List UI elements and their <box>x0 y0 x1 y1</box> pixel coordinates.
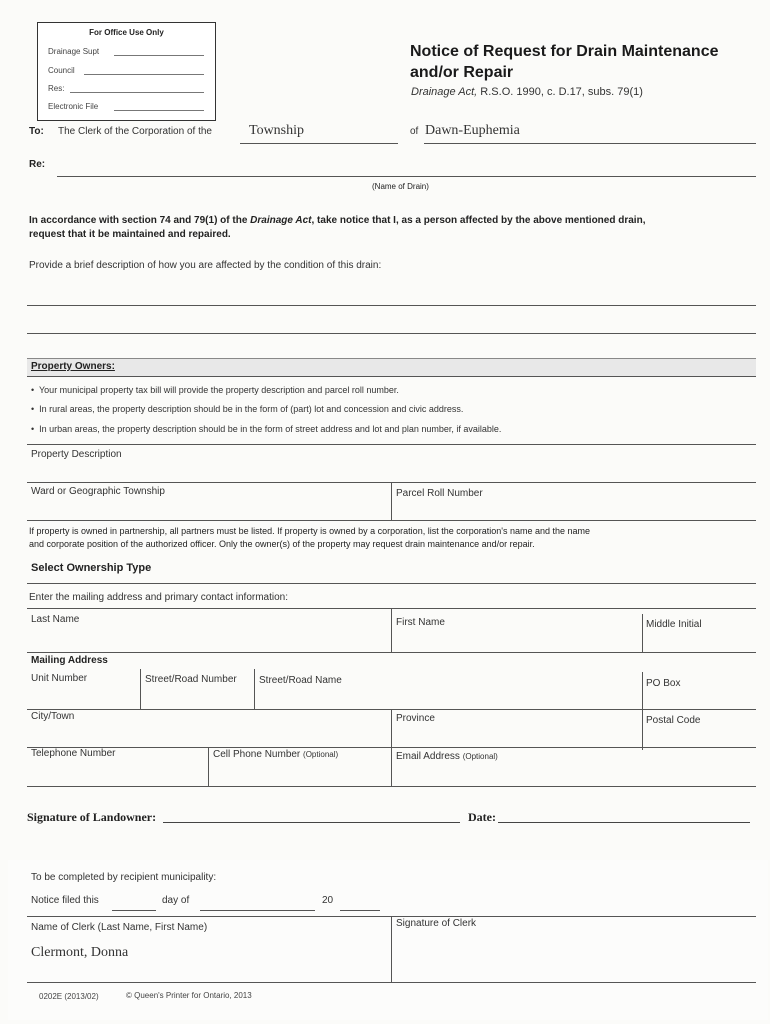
clerk-name-label: Name of Clerk (Last Name, First Name) <box>31 922 208 933</box>
copyright: © Queen's Printer for Ontario, 2013 <box>126 991 252 1000</box>
mailing-address-heading: Mailing Address <box>31 655 108 666</box>
email-field[interactable] <box>392 765 756 785</box>
bullet-item: • In urban areas, the property description should be in the form of street address and lot and plan number, if available. <box>31 424 502 434</box>
divider <box>27 747 756 748</box>
of-label: of <box>410 126 419 137</box>
divider <box>27 652 756 653</box>
po-box-label: PO Box <box>646 678 681 689</box>
municipality-value[interactable]: Dawn-Euphemia <box>425 123 520 138</box>
corporation-type-value[interactable]: Township <box>249 123 305 138</box>
cell-phone-field[interactable] <box>209 763 391 784</box>
bullet-item: • Your municipal property tax bill will provide the property description and parcel roll number. <box>31 385 399 395</box>
clerk-signature-label: Signature of Clerk <box>396 918 477 929</box>
ownership-type-heading[interactable]: Select Ownership Type <box>31 562 152 574</box>
description-field-line2[interactable] <box>27 333 756 334</box>
unit-number-field[interactable] <box>27 687 140 709</box>
clerk-name-value[interactable]: Clermont, Donna <box>31 945 129 960</box>
act-reference: Drainage Act, R.S.O. 1990, c. D.17, subs. 79(1) <box>411 86 643 98</box>
page-title-line2: and/or Repair <box>410 64 514 81</box>
landowner-signature-label: Signature of Landowner: <box>27 810 157 824</box>
partnership-note-line2: and corporate position of the authorized officer. Only the owner(s) of the property may request drain maintenance and/or repair. <box>29 539 535 549</box>
province-label: Province <box>396 713 435 724</box>
divider <box>27 444 756 445</box>
divider <box>27 583 756 584</box>
parcel-roll-label: Parcel Roll Number <box>396 488 483 499</box>
street-number-label: Street/Road Number <box>145 674 237 685</box>
office-row-electronic-file: Electronic File <box>48 102 99 111</box>
first-name-label: First Name <box>396 617 445 628</box>
divider <box>27 982 756 983</box>
property-description-field[interactable] <box>27 462 756 482</box>
description-prompt: Provide a brief description of how you are affected by the condition of this drain: <box>29 260 382 271</box>
email-label: Email Address (Optional) <box>396 751 498 762</box>
city-label: City/Town <box>31 711 75 722</box>
description-field-line1[interactable] <box>27 305 756 306</box>
date-label: Date: <box>468 810 496 824</box>
corporation-type-line <box>240 143 398 144</box>
year-prefix: 20 <box>322 895 334 906</box>
last-name-label: Last Name <box>31 614 80 625</box>
cell-phone-label: Cell Phone Number (Optional) <box>213 749 339 760</box>
notice-day-field[interactable] <box>112 910 156 911</box>
telephone-label: Telephone Number <box>31 748 116 759</box>
property-description-label: Property Description <box>31 449 122 460</box>
office-fill-line <box>70 92 204 93</box>
ward-township-label: Ward or Geographic Township <box>31 486 165 497</box>
form-id: 0202E (2013/02) <box>39 992 99 1001</box>
bullet-item: • In rural areas, the property description should be in the form of (part) lot and concession and civic address. <box>31 404 464 414</box>
office-use-title: For Office Use Only <box>89 28 164 37</box>
statement-line1: In accordance with section 74 and 79(1) of the Drainage Act, take notice that I, as a person affected by the above mentioned drain, <box>29 215 646 226</box>
office-fill-line <box>114 110 204 111</box>
statement-line2: request that it be maintained and repaired. <box>29 229 231 240</box>
clerk-signature-field[interactable] <box>392 934 756 982</box>
province-field[interactable] <box>392 727 642 747</box>
day-of-label: day of <box>162 895 190 906</box>
drain-name-field[interactable] <box>57 176 756 177</box>
property-owners-heading: Property Owners: <box>31 361 115 372</box>
landowner-signature-field[interactable] <box>163 822 460 823</box>
street-name-field[interactable] <box>255 689 642 709</box>
partnership-note-line1: If property is owned in partnership, all partners must be listed. If property is owned by a corporation, list the corporation's name and the name <box>29 526 591 536</box>
office-fill-line <box>84 74 204 75</box>
office-row-drainage-supt: Drainage Supt <box>48 47 100 56</box>
office-use-box <box>37 22 216 121</box>
divider <box>27 520 756 521</box>
postal-code-label: Postal Code <box>646 715 701 726</box>
notice-year-field[interactable] <box>340 910 380 911</box>
middle-initial-label: Middle Initial <box>646 619 702 630</box>
notice-month-field[interactable] <box>200 910 315 911</box>
parcel-roll-field[interactable] <box>392 500 756 520</box>
office-row-council: Council <box>48 66 75 75</box>
telephone-field[interactable] <box>27 762 208 784</box>
page-title: Notice of Request for Drain Maintenance <box>410 43 719 60</box>
ward-township-field[interactable] <box>27 500 391 520</box>
divider <box>27 786 756 787</box>
re-label: Re: <box>29 159 46 170</box>
notice-filed-label: Notice filed this <box>31 895 99 906</box>
postal-code-field[interactable] <box>643 729 756 747</box>
po-box-field[interactable] <box>643 691 756 709</box>
middle-initial-field[interactable] <box>643 632 756 652</box>
street-number-field[interactable] <box>141 688 254 709</box>
street-name-label: Street/Road Name <box>259 675 342 686</box>
office-fill-line <box>114 55 204 56</box>
unit-number-label: Unit Number <box>31 673 88 684</box>
to-text: The Clerk of the Corporation of the <box>58 126 212 137</box>
office-row-res: Res: <box>48 84 65 93</box>
municipality-line <box>424 143 756 144</box>
drain-name-caption: (Name of Drain) <box>372 182 429 191</box>
municipality-heading: To be completed by recipient municipality: <box>31 872 217 883</box>
contact-prompt: Enter the mailing address and primary contact information: <box>29 592 289 603</box>
first-name-field[interactable] <box>392 630 642 652</box>
last-name-field[interactable] <box>27 628 391 652</box>
city-field[interactable] <box>27 725 391 747</box>
property-owners-band <box>27 358 756 377</box>
to-label: To: <box>29 126 44 137</box>
date-field[interactable] <box>498 822 750 823</box>
